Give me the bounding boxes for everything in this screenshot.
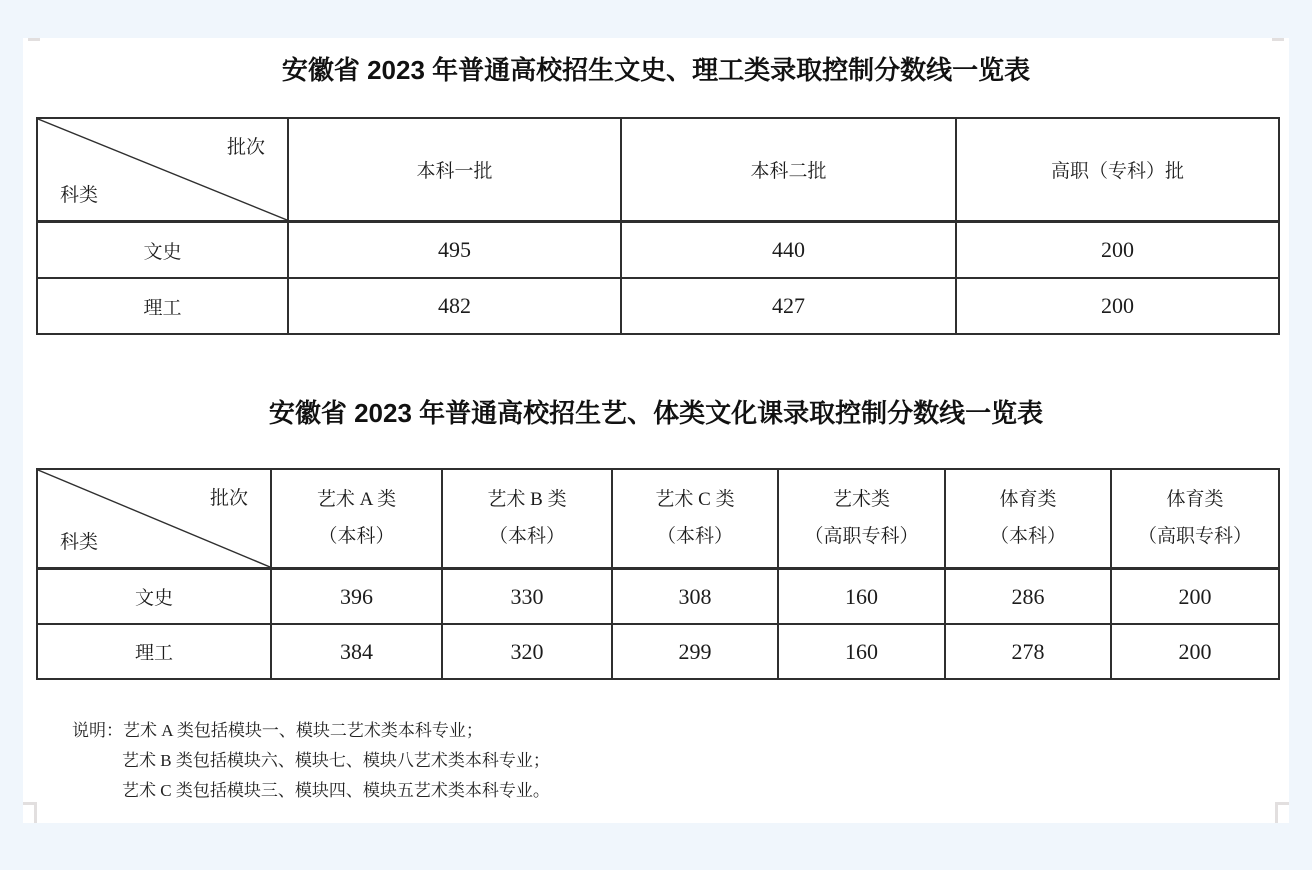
table1-cell: 200 <box>956 222 1279 279</box>
table2-cell: 278 <box>945 624 1111 679</box>
column-header-line2: （高职专科） <box>804 525 919 547</box>
column-header-line2: （本科） <box>318 525 395 547</box>
page-corner-mark-top-right <box>1272 38 1284 41</box>
score-table-yiti <box>36 468 1280 680</box>
table2-cell: 160 <box>778 624 945 679</box>
table2-cell: 308 <box>612 569 778 625</box>
table2-row-ligong <box>37 624 1279 679</box>
note-line-1 <box>72 716 1289 746</box>
table2-cell: 160 <box>778 569 945 625</box>
table1-row-label: 理工 <box>37 278 288 334</box>
table2-cell: 396 <box>271 569 442 625</box>
column-header-line1: 艺术 C 类 <box>655 489 735 511</box>
table2-column-header <box>612 469 778 569</box>
table2-row-label: 文史 <box>37 569 271 625</box>
column-header-line1: 艺术 B 类 <box>487 489 567 511</box>
table2-header-subject-label: 科类 <box>60 532 99 553</box>
page-corner-mark-bottom-right <box>1275 802 1289 823</box>
table1-cell: 200 <box>956 278 1279 334</box>
table1-column-header: 本科一批 <box>288 118 621 222</box>
table2-title: 安徽省 2023 年普通高校招生艺、体类文化课录取控制分数线一览表 <box>268 398 1044 428</box>
table1-cell: 427 <box>621 278 956 334</box>
column-header-line2: （本科） <box>989 525 1066 547</box>
notes-block <box>72 716 1289 806</box>
column-header-line2: （本科） <box>656 525 733 547</box>
table2-cell: 320 <box>442 624 612 679</box>
note-prefix: 说明： <box>72 721 123 740</box>
table2-cell: 299 <box>612 624 778 679</box>
table1-header-batch-label: 批次 <box>226 137 265 158</box>
table1-header-subject-label: 科类 <box>60 185 99 206</box>
table1-cell: 440 <box>621 222 956 279</box>
note-line-2: 艺术 B 类包括模块六、模块七、模块八艺术类本科专业； <box>122 751 550 770</box>
table2-column-header <box>778 469 945 569</box>
column-header-line1: 艺术类 <box>832 489 890 511</box>
column-header-line1: 体育类 <box>1166 489 1224 511</box>
table2-diagonal-header-cell <box>37 469 271 569</box>
table1-row-ligong <box>37 278 1279 334</box>
page-corner-mark-top-left <box>28 38 40 41</box>
table2-cell: 200 <box>1111 624 1279 679</box>
table2-column-header <box>442 469 612 569</box>
column-header-line2: （本科） <box>488 525 565 547</box>
table2-cell: 330 <box>442 569 612 625</box>
table2-header-batch-label: 批次 <box>209 488 248 509</box>
score-table-wenli <box>36 117 1280 335</box>
table2-cell: 384 <box>271 624 442 679</box>
table1-cell: 495 <box>288 222 621 279</box>
table1-column-header: 本科二批 <box>621 118 956 222</box>
table1-row-wenshi <box>37 222 1279 279</box>
table2-cell: 200 <box>1111 569 1279 625</box>
table2-header-row <box>37 469 1279 569</box>
table1-cell: 482 <box>288 278 621 334</box>
table2-row-wenshi <box>37 569 1279 625</box>
table2-column-header <box>945 469 1111 569</box>
table2-column-header <box>271 469 442 569</box>
table1-row-label: 文史 <box>37 222 288 279</box>
note-line-3: 艺术 C 类包括模块三、模块四、模块五艺术类本科专业。 <box>122 781 550 800</box>
document-page <box>23 38 1289 823</box>
table1-title: 安徽省 2023 年普通高校招生文史、理工类录取控制分数线一览表 <box>281 55 1031 85</box>
table2-column-header <box>1111 469 1279 569</box>
column-header-line2: （高职专科） <box>1137 525 1252 547</box>
table1-diagonal-header-cell <box>37 118 288 222</box>
note-text: 艺术 A 类包括模块一、模块二艺术类本科专业； <box>123 721 483 740</box>
table1-column-header: 高职（专科）批 <box>956 118 1279 222</box>
column-header-line1: 体育类 <box>999 489 1057 511</box>
table1-header-row <box>37 118 1279 222</box>
table2-row-label: 理工 <box>37 624 271 679</box>
column-header-line1: 艺术 A 类 <box>316 489 397 511</box>
table2-cell: 286 <box>945 569 1111 625</box>
page-corner-mark-bottom-left <box>23 802 37 823</box>
